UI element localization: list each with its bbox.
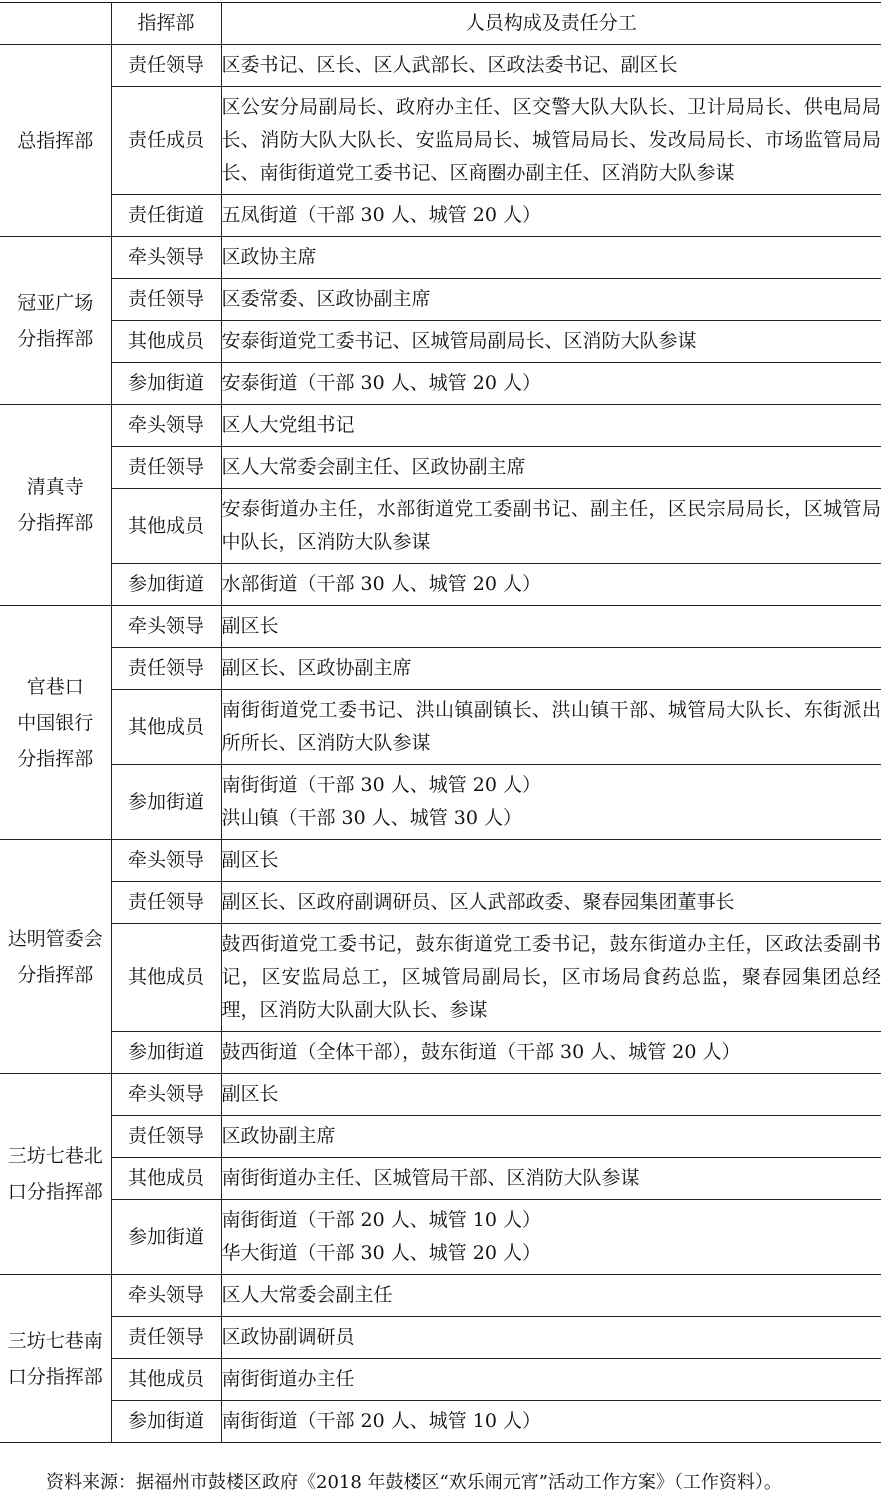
duty-line: 区政协副调研员 — [221, 1326, 355, 1348]
command-group-name — [0, 405, 111, 606]
group-name-line: 冠亚广场 — [17, 291, 94, 314]
duty-cell — [221, 1275, 881, 1317]
group-name-line: 三坊七巷南 — [7, 1329, 103, 1352]
role-cell: 牵头领导 — [111, 840, 221, 882]
group-name-line: 分指挥部 — [17, 512, 94, 534]
duty-cell — [221, 321, 881, 363]
role-cell: 牵头领导 — [111, 237, 221, 279]
duty-line: 副区长 — [221, 615, 279, 637]
group-name-line: 分指挥部 — [17, 963, 94, 986]
table-row — [0, 321, 881, 363]
duty-line: 安泰街道办主任，水部街道党工委副书记、副主任，区民宗局局长，区城管局中队长，区消防大队参谋 — [221, 498, 881, 553]
command-group-name — [0, 1275, 111, 1443]
table-row — [0, 405, 881, 447]
table-row — [0, 489, 881, 564]
duty-line: 安泰街道党工委书记、区城管局副局长、区消防大队参谋 — [221, 330, 697, 352]
duty-line: 南街街道（干部 20 人、城管 10 人） — [221, 1410, 542, 1432]
duty-cell — [221, 840, 881, 882]
group-name-line: 口分指挥部 — [7, 1181, 103, 1203]
duty-line: 区委常委、区政协副主席 — [221, 288, 431, 310]
role-cell: 参加街道 — [111, 1401, 221, 1443]
group-name-line: 官巷口 — [26, 675, 84, 698]
group-name-line: 清真寺 — [26, 476, 84, 498]
duty-cell — [221, 1074, 881, 1116]
role-cell: 牵头领导 — [111, 1275, 221, 1317]
command-structure-table — [0, 2, 881, 1443]
role-cell: 责任领导 — [111, 648, 221, 690]
duty-cell — [221, 648, 881, 690]
duty-cell — [221, 1158, 881, 1200]
duty-line: 区公安分局副局长、政府办主任、区交警大队大队长、卫计局局长、供电局局长、消防大队大队长、安监局局长、城管局局长、发改局局长、市场监管局局长、南街街道党工委书记、区商圈办副主任、区消防大队参谋 — [221, 96, 881, 184]
duty-line: 区政协副主席 — [221, 1125, 336, 1147]
duty-cell — [221, 1401, 881, 1443]
duty-line: 鼓西街道党工委书记，鼓东街道党工委书记，鼓东街道办主任，区政法委副书记，区安监局总工，区城管局副局长，区市场局食药总监，聚春园集团总经理，区消防大队副大队长、参谋 — [221, 933, 881, 1021]
duty-line: 安泰街道（干部 30 人、城管 20 人） — [221, 372, 542, 394]
duty-line: 区人大常委会副主任、区政协副主席 — [221, 456, 526, 478]
duty-cell — [221, 1116, 881, 1158]
duty-line: 区人大党组书记 — [221, 414, 355, 436]
table-row — [0, 840, 881, 882]
role-cell: 其他成员 — [111, 1158, 221, 1200]
table-row — [0, 765, 881, 840]
table-row — [0, 1317, 881, 1359]
group-name-line: 分指挥部 — [17, 747, 94, 770]
duty-line: 区委书记、区长、区人武部长、区政法委书记、副区长 — [221, 54, 678, 76]
role-cell: 其他成员 — [111, 321, 221, 363]
duty-line: 副区长、区政协副主席 — [221, 657, 412, 679]
command-group-name — [0, 840, 111, 1074]
duty-line: 南街街道办主任 — [221, 1368, 355, 1390]
role-cell: 牵头领导 — [111, 606, 221, 648]
table-row — [0, 1200, 881, 1275]
header-group-cell — [0, 3, 111, 45]
table-row — [0, 690, 881, 765]
table-row — [0, 237, 881, 279]
duty-cell — [221, 237, 881, 279]
command-group-name — [0, 606, 111, 840]
duty-cell — [221, 564, 881, 606]
table-row — [0, 1074, 881, 1116]
duty-cell — [221, 45, 881, 87]
role-cell: 责任领导 — [111, 1317, 221, 1359]
role-cell: 牵头领导 — [111, 1074, 221, 1116]
table-row — [0, 882, 881, 924]
duty-line: 副区长 — [221, 849, 279, 871]
duty-line: 洪山镇（干部 30 人、城管 30 人） — [221, 807, 523, 829]
role-cell: 责任领导 — [111, 279, 221, 321]
table-row — [0, 564, 881, 606]
duty-line: 副区长 — [221, 1083, 279, 1105]
duty-cell — [221, 87, 881, 195]
duty-cell — [221, 690, 881, 765]
role-cell: 责任领导 — [111, 882, 221, 924]
table-row — [0, 45, 881, 87]
role-cell: 其他成员 — [111, 1359, 221, 1401]
table-row — [0, 924, 881, 1032]
duty-cell — [221, 606, 881, 648]
table-row — [0, 1401, 881, 1443]
header-role-cell: 指挥部 — [111, 3, 221, 45]
duty-cell — [221, 765, 881, 840]
command-group-name — [0, 1074, 111, 1275]
duty-cell — [221, 1200, 881, 1275]
table-row — [0, 1032, 881, 1074]
duty-line: 南街街道（干部 20 人、城管 10 人） — [221, 1209, 542, 1231]
table-row — [0, 279, 881, 321]
role-cell: 其他成员 — [111, 489, 221, 564]
role-cell: 责任领导 — [111, 1116, 221, 1158]
role-cell: 参加街道 — [111, 1200, 221, 1275]
table-row — [0, 1158, 881, 1200]
table-row — [0, 363, 881, 405]
group-name-line: 口分指挥部 — [7, 1365, 103, 1388]
duty-line: 南街街道党工委书记、洪山镇副镇长、洪山镇干部、城管局大队长、东街派出所所长、区消防大队参谋 — [221, 699, 881, 754]
table-row — [0, 606, 881, 648]
role-cell: 其他成员 — [111, 690, 221, 765]
role-cell: 责任成员 — [111, 87, 221, 195]
table-row — [0, 87, 881, 195]
role-cell: 责任领导 — [111, 45, 221, 87]
group-name-line: 总指挥部 — [17, 129, 94, 152]
role-cell: 其他成员 — [111, 924, 221, 1032]
group-name-line: 三坊七巷北 — [7, 1145, 103, 1167]
duty-cell — [221, 882, 881, 924]
duty-cell — [221, 489, 881, 564]
duty-line: 五凤街道（干部 30 人、城管 20 人） — [221, 204, 542, 226]
command-group-name — [0, 237, 111, 405]
role-cell: 牵头领导 — [111, 405, 221, 447]
table-header-row — [0, 3, 881, 45]
group-name-line: 分指挥部 — [17, 327, 94, 350]
duty-line: 南街街道（干部 30 人、城管 20 人） — [221, 774, 542, 796]
duty-cell — [221, 1317, 881, 1359]
table-row — [0, 1116, 881, 1158]
duty-cell — [221, 1359, 881, 1401]
header-duty-cell: 人员构成及责任分工 — [221, 3, 881, 45]
role-cell: 责任街道 — [111, 195, 221, 237]
duty-cell — [221, 405, 881, 447]
role-cell: 参加街道 — [111, 564, 221, 606]
duty-cell — [221, 363, 881, 405]
duty-line: 鼓西街道（全体干部），鼓东街道（干部 30 人、城管 20 人） — [221, 1041, 741, 1063]
role-cell: 责任领导 — [111, 447, 221, 489]
table-row — [0, 447, 881, 489]
table-row — [0, 1275, 881, 1317]
duty-line: 区政协主席 — [221, 246, 317, 268]
table-body — [0, 45, 881, 1443]
command-group-name — [0, 45, 111, 237]
group-name-line: 达明管委会 — [7, 927, 103, 950]
table-row — [0, 195, 881, 237]
duty-cell — [221, 195, 881, 237]
role-cell: 参加街道 — [111, 765, 221, 840]
table-row — [0, 1359, 881, 1401]
duty-cell — [221, 447, 881, 489]
role-cell: 参加街道 — [111, 1032, 221, 1074]
source-note: 资料来源：据福州市鼓楼区政府《2018 年鼓楼区“欢乐闹元宵”活动工作方案》（工作资料）。 — [46, 1472, 782, 1493]
duty-line: 副区长、区政府副调研员、区人武部政委、聚春园集团董事长 — [221, 891, 735, 913]
group-name-line: 中国银行 — [17, 711, 94, 734]
duty-cell — [221, 279, 881, 321]
duty-line: 华大街道（干部 30 人、城管 20 人） — [221, 1242, 542, 1264]
duty-line: 区人大常委会副主任 — [221, 1284, 393, 1306]
duty-cell — [221, 924, 881, 1032]
role-cell: 参加街道 — [111, 363, 221, 405]
duty-line: 南街街道办主任、区城管局干部、区消防大队参谋 — [221, 1167, 640, 1189]
table-row — [0, 648, 881, 690]
duty-line: 水部街道（干部 30 人、城管 20 人） — [221, 573, 542, 595]
duty-cell — [221, 1032, 881, 1074]
